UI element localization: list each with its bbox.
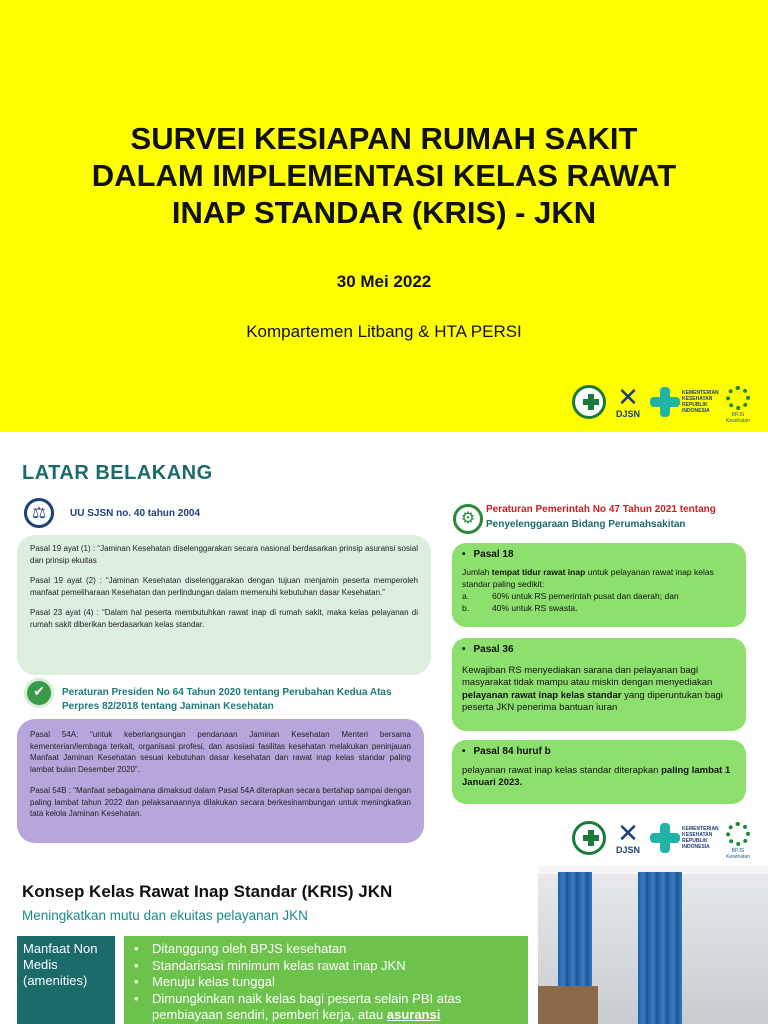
slide-date: 30 Mei 2022: [336, 272, 432, 291]
list-item: • Ditanggung oleh BPJS kesehatan: [152, 941, 520, 958]
perpres-item: Pasal 54B : “Manfaat sebagaimana dimaksud dalam Pasal 54A diterapkan secara bertahap sampai dengan paling lambat tahun 2022 dan pelaksanaannya dilakukan secara berkesinambungan untuk meningkatkan tata kelola Jaminan Kesehatan.: [30, 786, 411, 818]
slide-organization: Kompartemen Litbang & HTA PERSI: [246, 322, 522, 341]
list-item: • Dimungkinkan naik kelas bagi peserta selain PBI atas: [152, 991, 520, 1008]
kemenkes-logo-icon: KEMENTERIAN KESEHATAN REPUBLIK INDONESIA: [650, 823, 712, 853]
gear-icon: [453, 504, 483, 534]
perpres-item: Pasal 54A: “untuk keberlangsungan pendanaan Jaminan Kesehatan Menteri bersama kementerian/lembaga terkait, organisasi profesi, dan asosiasi fasilitas kesehatan melakukan peninjauan Manfaat Jaminan Kesehatan sesuai kebutuhan dasar kesehatan dan rawat inap kelas standar paling lambat bulan Desember 2020”.: [30, 730, 411, 774]
persi-logo-icon: [572, 385, 606, 419]
slide-title: Konsep Kelas Rawat Inap Standar (KRIS) JKN: [22, 882, 393, 901]
shield-check-icon: [24, 678, 54, 708]
uu-sjsn-reference: UU SJSN no. 40 tahun 2004: [70, 508, 201, 519]
list-item: b. 40% untuk RS swasta.: [462, 602, 578, 613]
kemenkes-logo-icon: KEMENTERIAN KESEHATAN REPUBLIK INDONESIA: [650, 387, 712, 417]
bed: [538, 986, 598, 1024]
pasal-18-box: • Pasal 18 Jumlah tempat tidur rawat inap untuk pelayanan rawat inap kelas standar paling sedikit: a. 60% untuk RS pemerintah pusat dan daerah; dan b. 40% untuk RS swasta.: [452, 543, 746, 627]
perpres-box: [17, 719, 424, 843]
list-item: a. 60% untuk RS pemerintah pusat dan daerah; dan: [462, 590, 679, 601]
slide-subtitle: Meningkatkan mutu dan ekuitas pelayanan JKN: [22, 908, 308, 923]
perpres-reference: Peraturan Presiden No 64 Tahun 2020 tentang Perubahan Kedua Atas Perpres 82/2018 tentang Jaminan Kesehatan: [62, 687, 392, 712]
bpjs-logo-icon: BPJS Kesehatan: [720, 384, 756, 420]
partner-logos: [572, 818, 756, 860]
persi-logo-icon: [572, 821, 606, 855]
kris-concept-slide: [0, 864, 768, 1024]
slide-title: SURVEI KESIAPAN RUMAH SAKIT DALAM IMPLEMENTASI KELAS RAWAT INAP STANDAR (KRIS) - JKN: [91, 121, 677, 230]
pp-reference: Peraturan Pemerintah No 47 Tahun 2021 tentang Penyelenggaraan Bidang Perumahsakitan: [486, 504, 716, 530]
uu-sjsn-box: [17, 535, 431, 675]
background-slide: [0, 432, 768, 864]
djsn-logo-icon: ✕ DJSN: [615, 818, 640, 855]
amenities-label: Manfaat Non Medis (amenities): [17, 936, 115, 1024]
djsn-logo-icon: ✕ DJSN: [615, 382, 640, 419]
uu-item: Pasal 23 ayat (4) : “Dalam hal peserta membutuhkan rawat inap di rumah sakit, maka kelas pelayanan di rumah sakit diberikan berdasarkan kelas standar.: [30, 608, 418, 629]
list-item: • Menuju kelas tunggal: [152, 974, 520, 991]
title-slide: [0, 0, 768, 432]
pasal-title: • Pasal 36: [462, 644, 736, 657]
pasal-36-box: • Pasal 36 Kewajiban RS menyediakan sarana dan pelayanan bagi masyarakat tidak mampu atau miskin dengan menyediakan pelayanan rawat inap kelas standar yang diperuntukan bagi peserta JKN penerima bantuan iuran: [452, 638, 746, 731]
hospital-room-photo: [538, 866, 768, 1024]
uu-item: Pasal 19 ayat (2) : “Jaminan Kesehatan diselenggarakan dengan tujuan menjamin peserta memperoleh manfaat pemeliharaan Kesehatan dan perlindungan dalam memenuhi kebutuhan dasar Kesehatan.”: [30, 576, 418, 597]
pasal-title: • Pasal 84 huruf b: [462, 746, 736, 759]
list-item: • Standarisasi minimum kelas rawat inap JKN: [152, 958, 520, 975]
pasal-84-box: • Pasal 84 huruf b pelayanan rawat inap kelas standar diterapkan paling lambat 1 Januari 2023.: [452, 740, 746, 804]
pasal-title: • Pasal 18: [462, 549, 736, 562]
amenities-list: [124, 936, 528, 1024]
partner-logos: [572, 382, 756, 424]
curtain: [638, 872, 682, 1024]
bpjs-logo-icon: BPJS Kesehatan: [720, 820, 756, 856]
list-item-continuation: pembiayaan sendiri, pemberi kerja, atau asuransi: [152, 1007, 441, 1022]
uu-item: Pasal 19 ayat (1) : “Jaminan Kesehatan diselenggarakan secara nasional berdasarkan prinsip asuransi sosial dan prinsip ekuitas: [30, 544, 418, 565]
scale-icon: [24, 498, 54, 528]
section-heading: LATAR BELAKANG: [22, 462, 213, 484]
